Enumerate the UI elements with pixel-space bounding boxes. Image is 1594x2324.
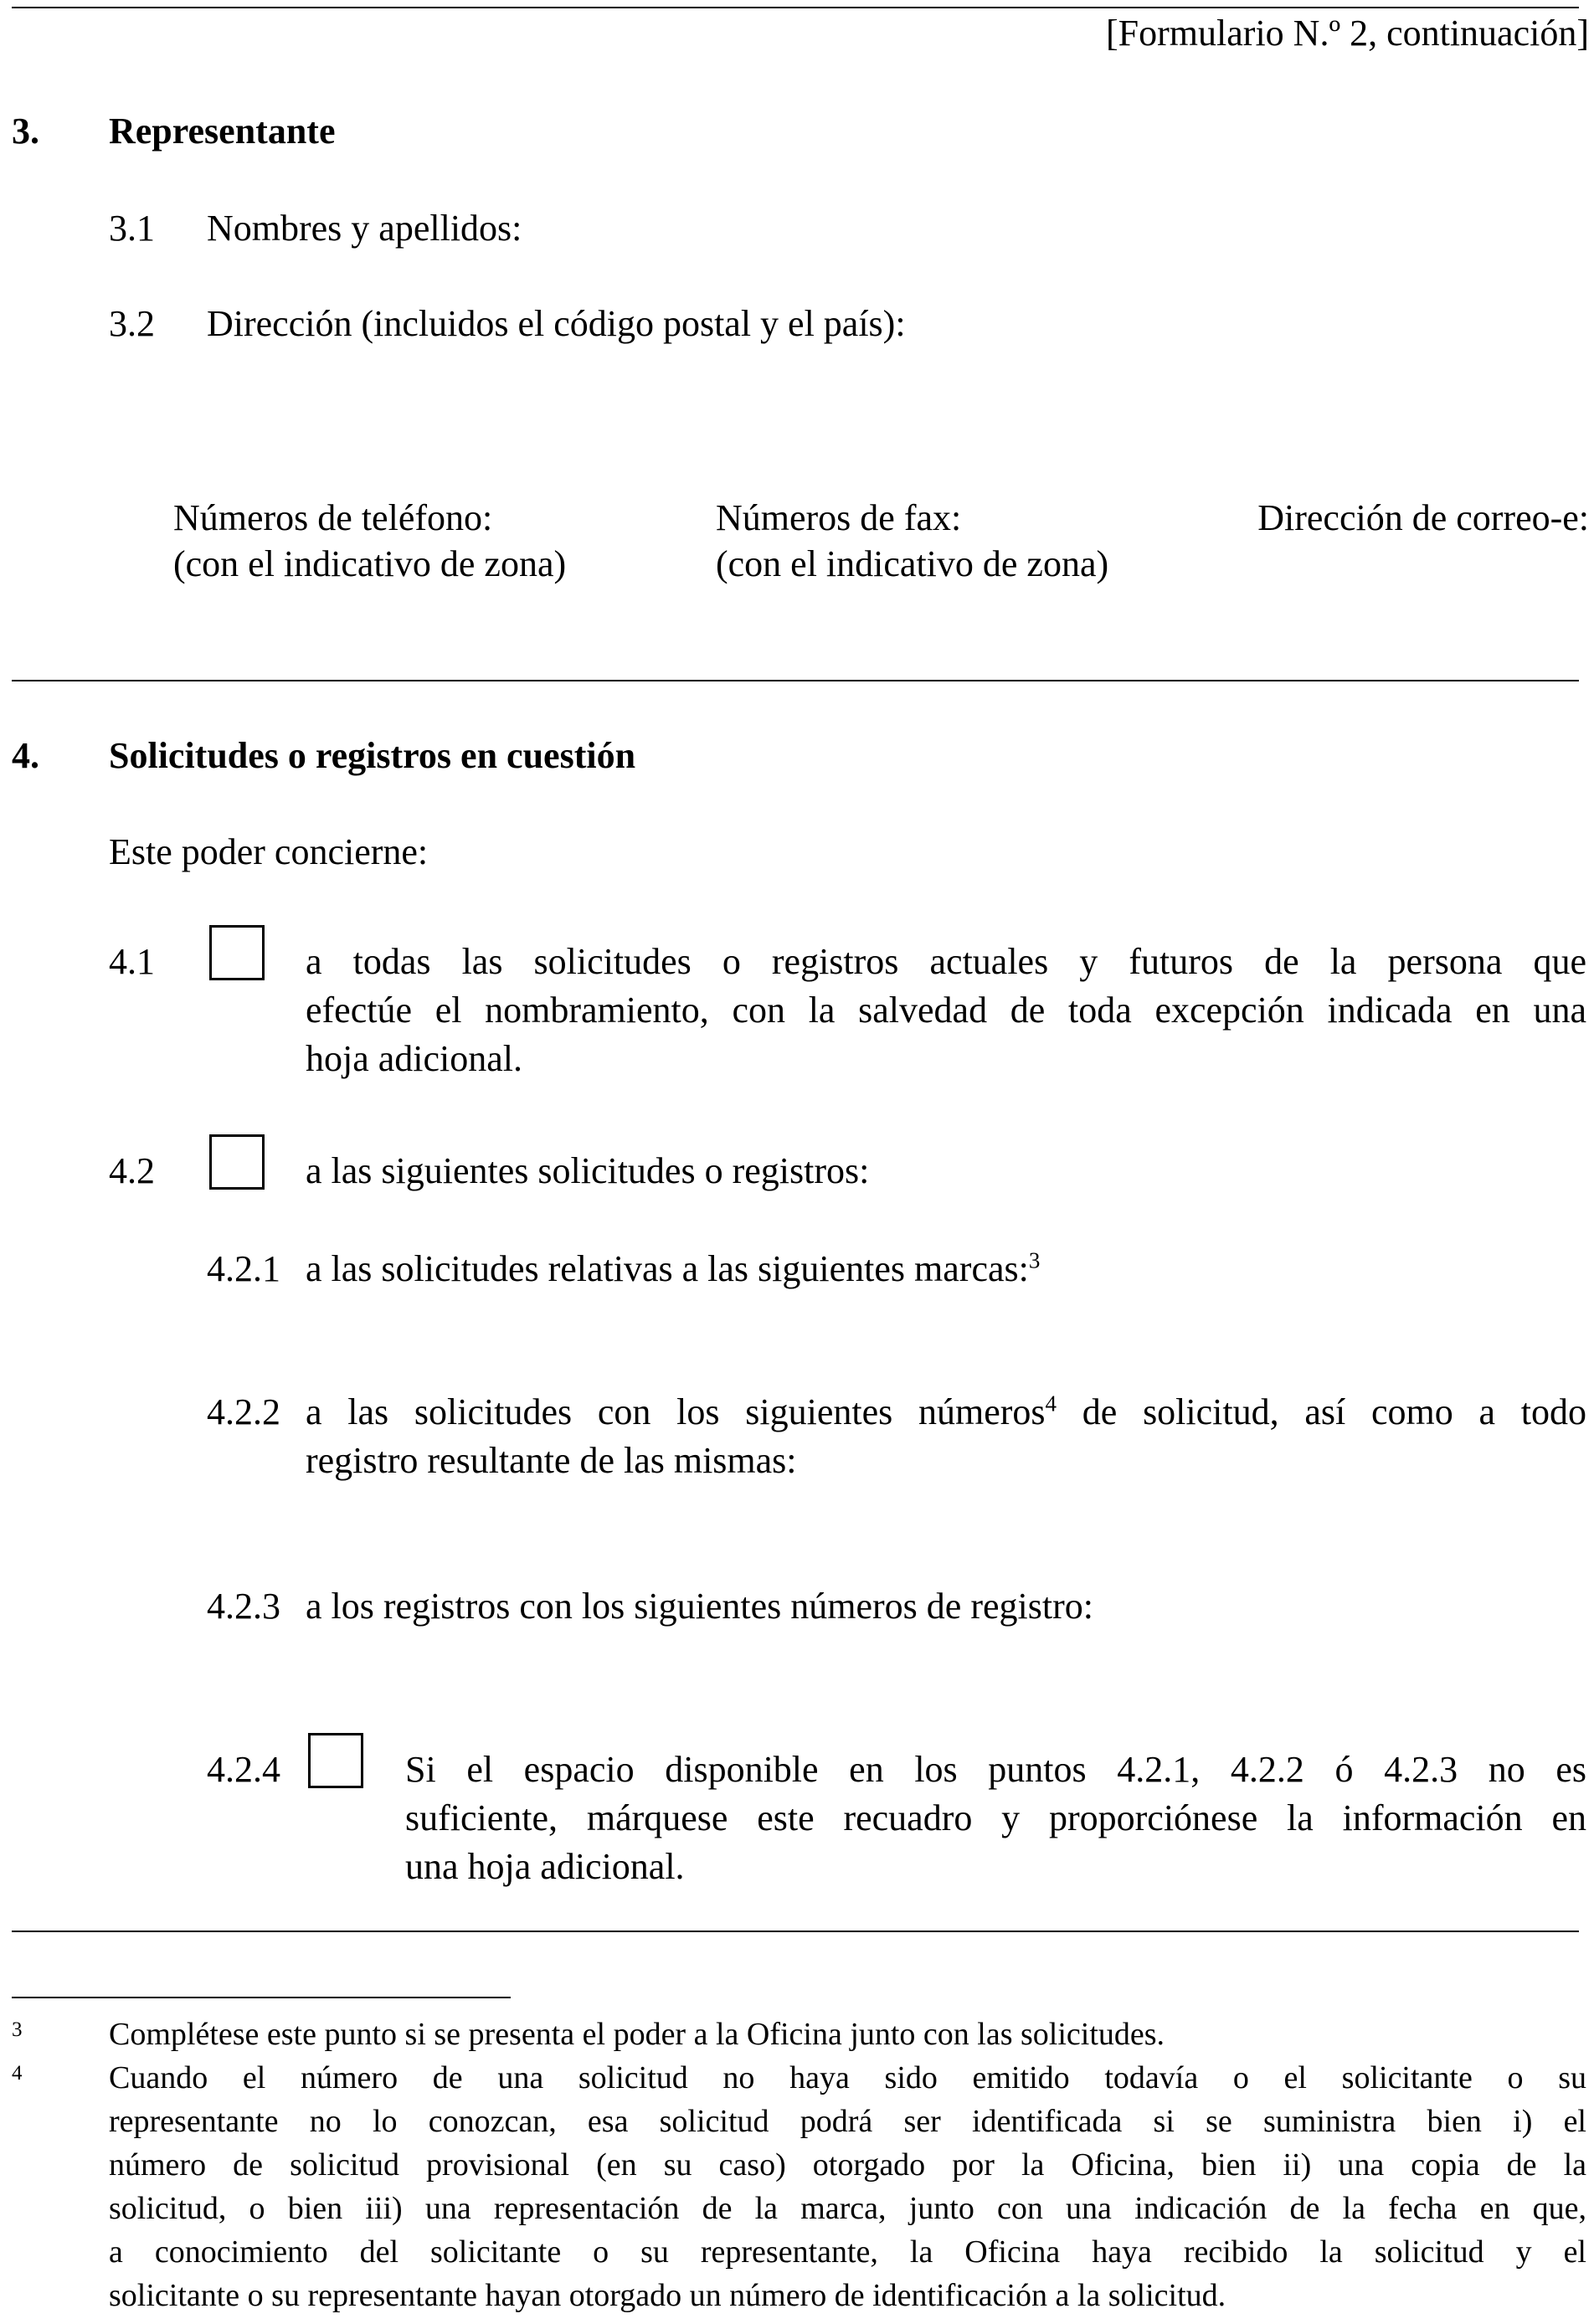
footnote-ref-3: 3 bbox=[1028, 1247, 1041, 1273]
footnote-4-line: solicitud, o bien iii) una representación de la marca, junto con una indicación de la fecha en que, bbox=[109, 2191, 1586, 2226]
form-continuation-header: [Formulario N.º 2, continuación] bbox=[1106, 13, 1589, 54]
item-4-2-3-number: 4.2.3 bbox=[207, 1586, 280, 1627]
section-4-title: Solicitudes o registros en cuestión bbox=[109, 735, 636, 776]
item-4-2-1-number: 4.2.1 bbox=[207, 1248, 280, 1289]
item-4-1-checkbox[interactable] bbox=[209, 925, 265, 980]
footnote-4-line: número de solicitud provisional (en su caso) otorgado por la Oficina, bien ii) una copia de la bbox=[109, 2147, 1586, 2183]
email-label: Dirección de correo-e: bbox=[1257, 497, 1589, 538]
item-4-1-line: a todas las solicitudes o registros actuales y futuros de la persona que bbox=[306, 941, 1586, 982]
footnote-4 bbox=[109, 2056, 1586, 2317]
item-4-2-1-label: a las solicitudes relativas a las siguientes marcas: bbox=[306, 1248, 1029, 1289]
item-4-2-2-line: registro resultante de las mismas: bbox=[306, 1440, 797, 1481]
item-4-2-4-line: Si el espacio disponible en los puntos 4.2.1, 4.2.2 ó 4.2.3 no es bbox=[405, 1749, 1586, 1790]
top-rule bbox=[12, 7, 1579, 8]
section-4-number: 4. bbox=[12, 735, 39, 776]
bottom-rule bbox=[12, 1931, 1579, 1932]
item-4-2-2-text bbox=[306, 1388, 1586, 1485]
item-4-2-2-text-b: de solicitud, así como a todo bbox=[1082, 1391, 1587, 1432]
item-4-2-text: a las siguientes solicitudes o registros: bbox=[306, 1150, 870, 1191]
item-3-1-number: 3.1 bbox=[109, 208, 155, 249]
item-4-1-text bbox=[306, 938, 1586, 1083]
item-3-1-label: Nombres y apellidos: bbox=[207, 208, 522, 249]
item-4-2-2-line bbox=[306, 1388, 1586, 1437]
item-4-2-2-text-a: a las solicitudes con los siguientes números bbox=[306, 1391, 1046, 1432]
footnote-4-line: solicitante o su representante hayan otorgado un número de identificación a la solicitud. bbox=[109, 2278, 1226, 2313]
item-4-2-4-checkbox[interactable] bbox=[308, 1733, 363, 1788]
footnote-4-line: a conocimiento del solicitante o su representante, la Oficina haya recibido la solicitud y el bbox=[109, 2234, 1586, 2270]
item-4-2-2-number: 4.2.2 bbox=[207, 1391, 280, 1432]
section-3-number: 3. bbox=[12, 111, 39, 152]
item-4-2-1-text bbox=[306, 1245, 1040, 1293]
footnote-4-line: Cuando el número de una solicitud no haya sido emitido todavía o el solicitante o su bbox=[109, 2060, 1586, 2095]
item-4-2-4-text bbox=[405, 1746, 1586, 1891]
fax-sublabel: (con el indicativo de zona) bbox=[716, 543, 1109, 584]
item-4-1-line: efectúe el nombramiento, con la salvedad de toda excepción indicada en una bbox=[306, 990, 1586, 1031]
fax-label: Números de fax: bbox=[716, 497, 962, 538]
item-4-2-4-number: 4.2.4 bbox=[207, 1749, 280, 1790]
footnote-3-line: Complétese este punto si se presenta el poder a la Oficina junto con las solicitudes. bbox=[109, 2017, 1165, 2052]
item-4-2-4-line: suficiente, márquese este recuadro y proporciónese la información en bbox=[405, 1797, 1586, 1838]
item-4-2-4-line: una hoja adicional. bbox=[405, 1846, 685, 1887]
section-divider bbox=[12, 680, 1579, 681]
footnote-4-mark: 4 bbox=[12, 2062, 23, 2085]
phone-label: Números de teléfono: bbox=[173, 497, 493, 538]
section-4-intro: Este poder concierne: bbox=[109, 831, 429, 872]
section-3-title: Representante bbox=[109, 111, 336, 152]
footnote-3-mark: 3 bbox=[12, 2018, 23, 2041]
item-4-2-checkbox[interactable] bbox=[209, 1134, 265, 1190]
item-4-1-number: 4.1 bbox=[109, 941, 155, 982]
item-4-2-number: 4.2 bbox=[109, 1150, 155, 1191]
phone-sublabel: (con el indicativo de zona) bbox=[173, 543, 567, 584]
item-3-2-label: Dirección (incluidos el código postal y el país): bbox=[207, 303, 906, 344]
item-4-2-3-text: a los registros con los siguientes números de registro: bbox=[306, 1586, 1093, 1627]
footnote-3 bbox=[109, 2013, 1586, 2056]
item-3-2-number: 3.2 bbox=[109, 303, 155, 344]
footnote-4-line: representante no lo conozcan, esa solicitud podrá ser identificada si se suministra bien i) el bbox=[109, 2104, 1586, 2139]
item-4-1-line: hoja adicional. bbox=[306, 1038, 523, 1079]
footnote-separator bbox=[12, 1997, 511, 1998]
footnote-ref-4: 4 bbox=[1045, 1391, 1057, 1417]
